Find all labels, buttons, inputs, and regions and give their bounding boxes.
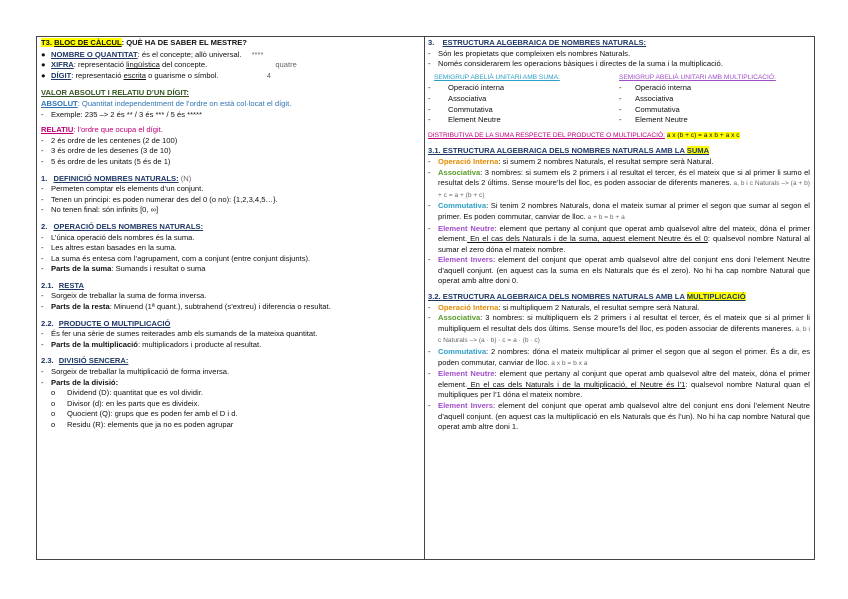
section-1-heading: 1. DEFINICIÓ NOMBRES NATURALS: (N)	[41, 173, 192, 183]
property-item: - Element Invers: element del conjunt que operat amb qualsevol altre del conjunt ens doni l’element Neutre d’aquell conjunt. (en aquest cas la multiplicació en els Naturals que és l’un). No hi ha cap nombre Natural que operat amb altre doni 1.	[428, 401, 810, 432]
section-3-2-heading: 3.2. ESTRUCTURA ALGEBRAICA DELS NOMBRES NATURALS AMB LA MULTIPLICACIÓ	[428, 292, 746, 302]
bloc-label: BLOC DE CÀLCUL	[54, 38, 122, 47]
sub-list-item: o Dividend (D): quantitat que es vol dividir.	[41, 388, 419, 399]
relatiu-definition: RELATIU: l’ordre que ocupa el dígit.	[41, 125, 163, 135]
left-column	[41, 38, 419, 431]
list-item: - Operació interna	[428, 83, 505, 93]
property-item: - Element Neutre: element que pertany al conjunt que operat amb qualsevol altre del mateix, dóna el primer element. En el cas dels Naturals i de la suma, aquest element Neutre és el 0: qualsevol nombre Natural al sumar el zero dóna el mateix nombre.	[428, 223, 810, 254]
list-item: - Permeten comptar els elements d’un conjunt.	[41, 184, 204, 194]
circle-bullet-icon: o	[51, 409, 56, 419]
semigrup-suma: SEMIGRUP ABELIÀ UNITARI AMB SUMA: - Operació interna - Associativa - Commutativa - Element Neutre	[428, 73, 619, 126]
bullet-icon: ●	[41, 70, 46, 80]
circle-bullet-icon: o	[51, 420, 56, 429]
sub-list-item: o Residu (R): elements que ja no es poden agrupar	[41, 420, 419, 431]
sub-list-item: o Quocient (Q): grups que es poden fer amb el D i d.	[41, 409, 419, 420]
list-item: - Tenen un principi: es poden numerar des del 0 (o no): {1,2,3,4,5…}.	[41, 194, 278, 204]
distributive-property: DISTRIBUTIVA DE LA SUMA RESPECTE DEL PRODUCTE O MULTIPLICACIÓ: a x (b + c) = a x b + a x c	[428, 131, 740, 139]
absolut-example: - Exemple: 235 –> 2 és ** / 3 és *** / 5 és *****	[41, 109, 202, 119]
list-item: - Sorgeix de treballar la suma de forma inversa.	[41, 291, 207, 301]
list-item: - Parts de la multiplicació: multiplicadors i producte al resultat.	[41, 339, 262, 349]
section-2-heading: 2. OPERACIÓ DELS NOMBRES NATURALS:	[41, 221, 204, 231]
section-3-heading: 3. ESTRUCTURA ALGEBRAICA DE NOMBRES NATURALS:	[428, 38, 647, 47]
concept-digit: ● DÍGIT: representació escrita o guarisme o símbol. 4	[41, 70, 271, 80]
right-column	[428, 38, 810, 433]
list-item: - Associativa	[428, 93, 487, 103]
list-item: - 3 és ordre de les desenes (3 de 10)	[41, 146, 171, 156]
concept-nombre: ● NOMBRE O QUANTITAT: és el concepte; allò universal. ****	[41, 49, 264, 59]
list-item: - Element Neutre	[619, 115, 688, 125]
list-item: - Sorgeix de treballar la multiplicació de forma inversa.	[41, 367, 230, 377]
property-item: - Associativa: 3 nombres: si multipliquem els 2 primers i al resultat el tercer, és el mateix que si al primer li multipliquem el resultat dels dos últims. Sense moure’ls del lloc, es poden associar de diferents maneres. a, b i c Naturals –> (a · b) · c = a · (b · c)	[428, 313, 810, 345]
list-item: - 2 és ordre de les centenes (2 de 100)	[41, 135, 178, 145]
section-2-3-heading: 2.3. DIVISIÓ SENCERA:	[41, 356, 129, 366]
list-item: - Commutativa	[428, 104, 493, 114]
list-item: - És fer una sèrie de sumes reiterades amb els sumands de la mateixa quantitat.	[41, 329, 318, 339]
section-3-1-heading: 3.1. ESTRUCTURA ALGEBRAICA DELS NOMBRES NATURALS AMB LA SUMA	[428, 146, 710, 156]
section-2-1-heading: 2.1. RESTA	[41, 280, 84, 290]
concept-xifra: ● XIFRA: representació lingüística del concepte. quatre	[41, 60, 297, 70]
list-item: - Només considerarem les operacions bàsiques i directes de la suma i la multiplicació.	[428, 59, 723, 69]
page-title: T3. BLOC DE CÀLCUL: QUÈ HA DE SABER EL MESTRE?	[41, 38, 247, 47]
list-item: - Són les propietats que compleixen els nombres Naturals.	[428, 48, 631, 58]
property-item: - Element Invers: element del conjunt que operat amb qualsevol altre del conjunt ens doni l’element Neutre d’aquell conjunt. (en aquest cas la suma en els Naturals que és el zero). No hi ha cap nombre Natural que operat amb altre doni 0.	[428, 255, 810, 286]
list-item: - L’única operació dels nombres és la suma.	[41, 232, 195, 242]
sub-list-item: o Divisor (d): en les parts que es divideix.	[41, 399, 419, 410]
semigrup-table	[428, 73, 810, 126]
property-item: - Commutativa: 2 nombres: dóna el mateix multiplicar al primer el segon que al segon el primer. És a dir, es poden commutar, canviar de lloc. a x b = b x a	[428, 347, 810, 367]
list-item: - No tenen final: són infinits [0, ∞]	[41, 205, 159, 215]
list-item: - Associativa	[619, 93, 674, 103]
semigrup-mult: SEMIGRUP ABELIÀ UNITARI AMB MULTIPLICACIÓ: - Operació interna - Associativa - Commutativa - Element Neutre	[619, 73, 810, 126]
list-item: - 5 és ordre de les unitats (5 és de 1)	[41, 156, 171, 166]
property-item: - Operació Interna: si sumem 2 nombres Naturals, el resultat sempre serà Natural.	[428, 156, 714, 166]
list-item: - Les altres estan basades en la suma.	[41, 243, 177, 253]
property-item: - Associativa: 3 nombres: si sumem els 2 primers i al resultat el tercer, és el mateix que si al primer li sumo el resultat dels 2 últims. Sense moure’ls del lloc, es poden associar de diferents maneres. a, b i c Naturals –> (a + b) + c = a + (b + c)	[428, 167, 810, 199]
section-2-2-heading: 2.2. PRODUCTE O MULTIPLICACIÓ	[41, 318, 171, 328]
valor-heading: VALOR ABSOLUT I RELATIU D’UN DÍGIT:	[41, 88, 189, 98]
circle-bullet-icon: o	[51, 398, 56, 408]
list-item: - Element Neutre	[428, 115, 501, 125]
property-item: - Element Neutre: element que pertany al conjunt que operat amb qualsevol altre del mateix, dóna el primer element. En el cas dels Naturals i de la multiplicació, el Neutre és l’1: qualsevol nombre Natural quan el multipliques per l’1 dóna el mateix nombre.	[428, 369, 810, 400]
property-item: - Commutativa: Si tenim 2 nombres Naturals, dona el mateix sumar al primer el segon que sumar al segon el primer. Es poden commutar, canviar de lloc. a + b = b + a	[428, 201, 810, 221]
bullet-icon: ●	[41, 49, 46, 59]
list-item: - La suma és entesa com l’agrupament, com a conjunt (entre conjunt disjunts).	[41, 253, 311, 263]
bullet-icon: ●	[41, 60, 46, 70]
list-item: - Parts de la divisió:	[41, 377, 119, 387]
list-item: - Operació interna	[619, 83, 692, 93]
property-item: - Operació Interna: si multipliquem 2 Naturals, el resultat sempre serà Natural.	[428, 302, 700, 312]
list-item: - Parts de la resta: Minuend (1ª quant.), subtrahend (s’extreu) i diferencia o resultat.	[41, 302, 331, 312]
column-divider	[424, 36, 425, 560]
circle-bullet-icon: o	[51, 388, 56, 398]
list-item: - Commutativa	[619, 104, 680, 114]
list-item: - Parts de la suma: Sumands i resultat o suma	[41, 264, 206, 274]
absolut-definition: ABSOLUT: Quantitat independentment de l’ordre on està col·locat el dígit.	[41, 98, 292, 108]
